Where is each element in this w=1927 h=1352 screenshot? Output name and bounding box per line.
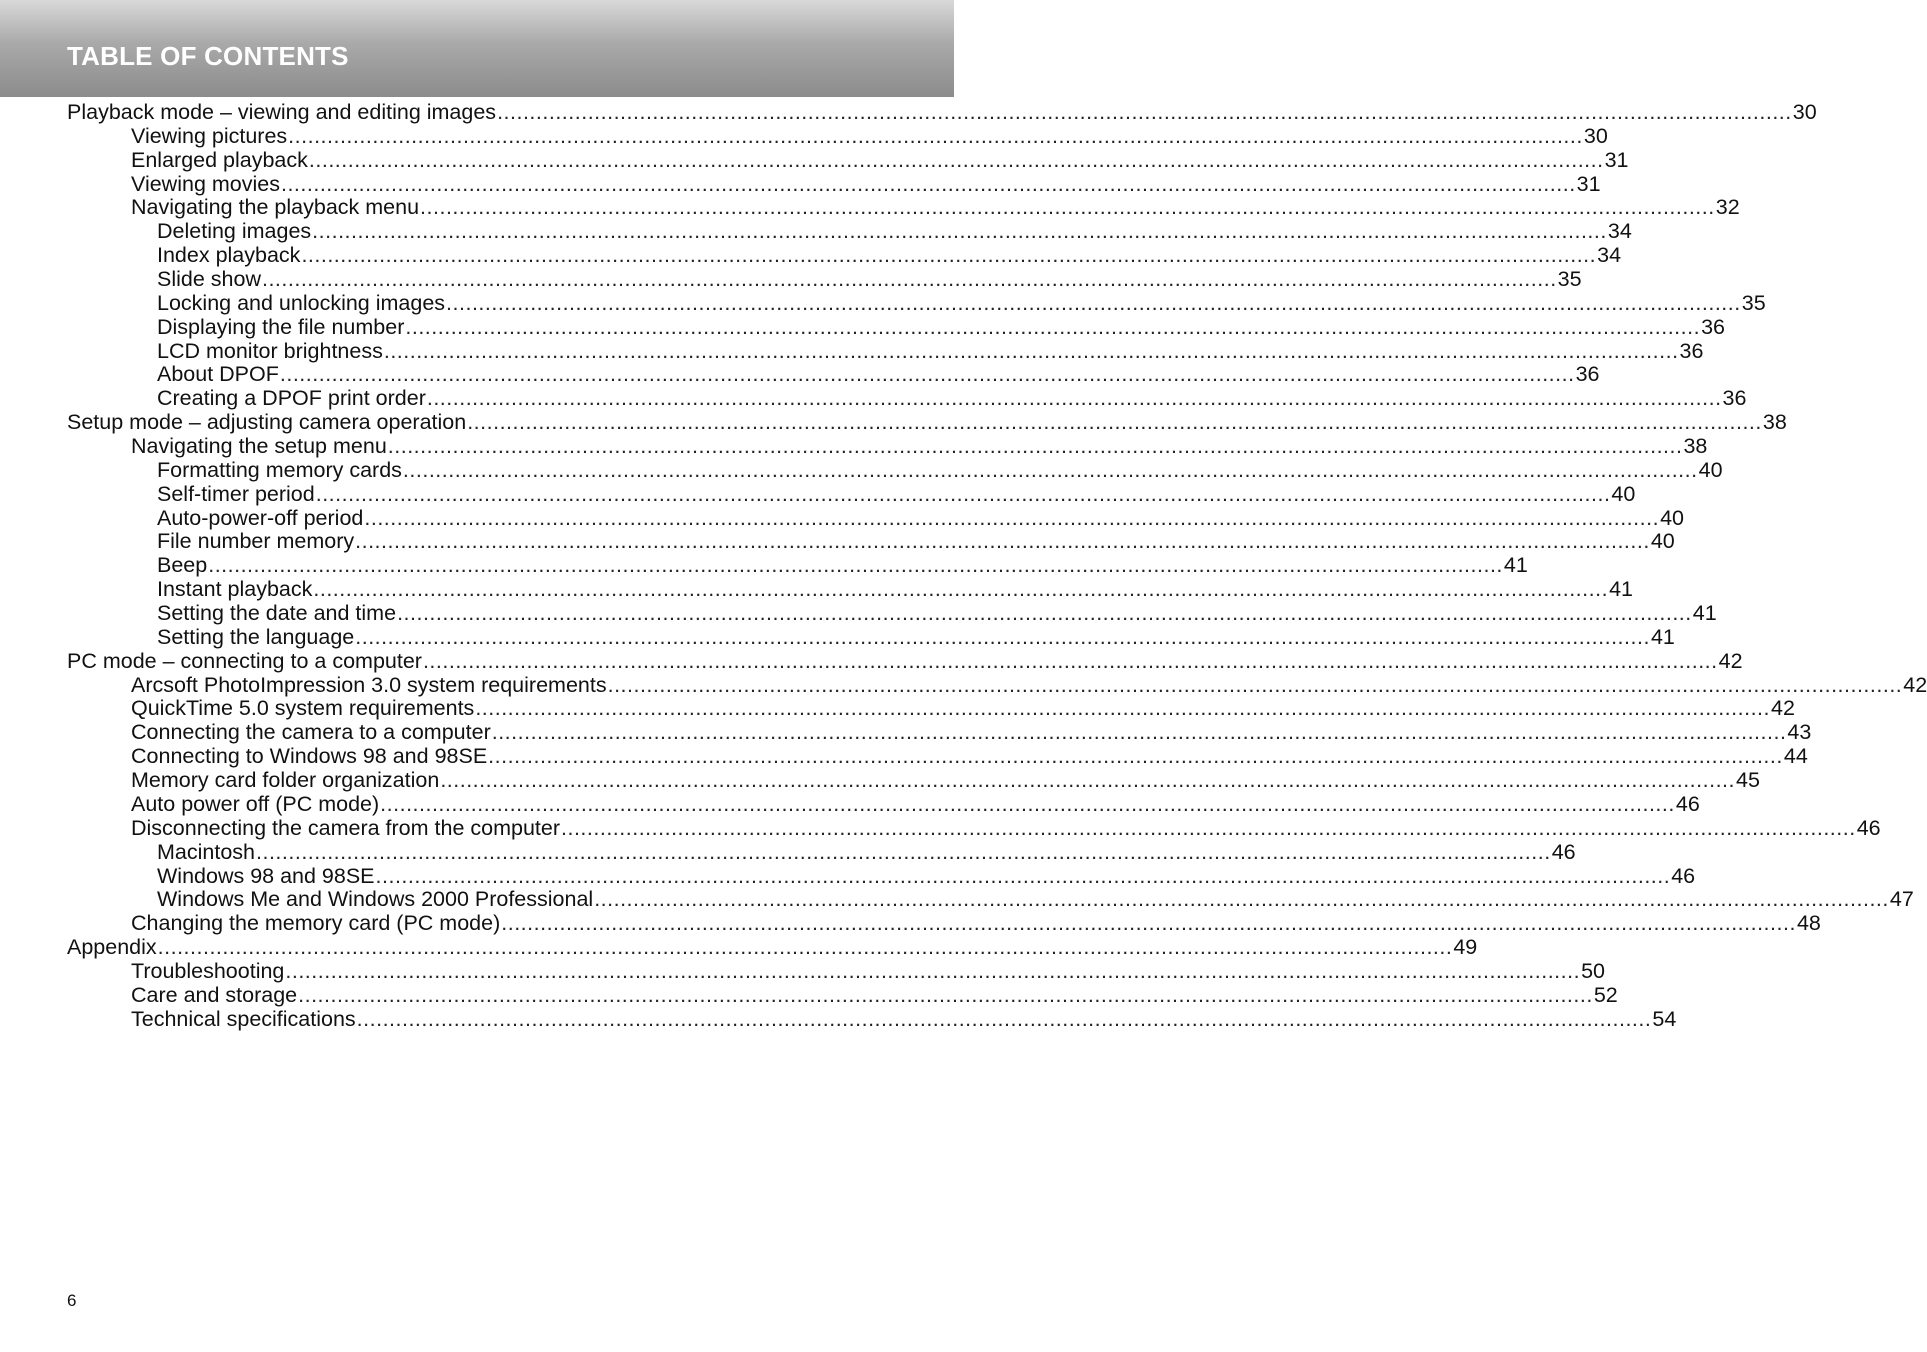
dot-leader: ........................................................................................................................................................................................................ <box>312 219 1607 244</box>
toc-entry[interactable] <box>67 577 1633 602</box>
toc-entry[interactable] <box>67 314 1725 340</box>
toc-entry-page: 54 <box>1652 1006 1677 1031</box>
dot-leader: ........................................................................................................................................................................................................ <box>288 123 1583 148</box>
dot-leader: ........................................................................................................................................................................................................ <box>405 314 1701 339</box>
toc-entry[interactable] <box>67 553 1528 578</box>
toc-entry-page: 42 <box>1903 672 1927 697</box>
toc-entry-title: Slide show <box>157 267 261 292</box>
toc-entry[interactable] <box>67 123 1608 149</box>
toc-entry-title: LCD monitor brightness <box>157 338 383 363</box>
toc-entry-page: 48 <box>1796 911 1821 936</box>
toc-entry-page: 36 <box>1575 362 1600 387</box>
toc-entry[interactable] <box>67 362 1600 387</box>
toc-entry-page: 50 <box>1581 958 1605 983</box>
toc-entry-page: 36 <box>1722 386 1747 411</box>
toc-entry[interactable] <box>67 529 1675 554</box>
dot-leader: ........................................................................................................................................................................................................ <box>422 648 1718 673</box>
dot-leader: ........................................................................................................................................................................................................ <box>280 171 1576 196</box>
toc-entry-page: 40 <box>1660 505 1684 530</box>
toc-entry[interactable] <box>67 1006 1677 1032</box>
page-number: 6 <box>67 1291 77 1310</box>
toc-entry[interactable] <box>67 505 1684 531</box>
dot-leader: ........................................................................................................................................................................................................ <box>607 672 1903 697</box>
toc-entry-page: 49 <box>1453 935 1478 960</box>
toc-entry[interactable] <box>67 481 1636 507</box>
toc-entry[interactable] <box>67 648 1743 674</box>
toc-entry[interactable] <box>67 768 1760 793</box>
dot-leader: ........................................................................................................................................................................................................ <box>402 457 1698 482</box>
toc-entry-title: About DPOF <box>157 362 279 387</box>
dot-leader: ........................................................................................................................................................................................................ <box>383 338 1679 363</box>
toc-entry-page: 34 <box>1597 243 1622 268</box>
toc-entry-title: Self-timer period <box>157 481 315 506</box>
toc-entry[interactable] <box>67 243 1622 268</box>
toc-entry-title: Auto power off (PC mode) <box>131 791 380 816</box>
toc-entry-title: Index playback <box>157 243 301 268</box>
toc-entry-page: 35 <box>1557 267 1582 292</box>
toc-entry[interactable] <box>67 290 1766 316</box>
toc-entry-title: Viewing movies <box>131 171 280 196</box>
toc-entry[interactable] <box>67 219 1632 244</box>
toc-entry-page: 45 <box>1736 768 1760 793</box>
toc-entry-title: Deleting images <box>157 219 312 244</box>
toc-entry-title: Setting the date and time <box>157 601 397 626</box>
toc-entry-title: Setup mode – adjusting camera operation <box>67 410 467 435</box>
dot-leader: ........................................................................................................................................................................................................ <box>355 529 1650 554</box>
toc-entry-page: 30 <box>1583 123 1608 148</box>
toc-entry[interactable] <box>67 457 1723 483</box>
toc-entry[interactable] <box>67 338 1704 364</box>
toc-entry[interactable] <box>67 982 1618 1008</box>
toc-entry-page: 41 <box>1692 601 1717 626</box>
toc-entry[interactable] <box>67 863 1696 889</box>
toc-entry-title: Windows Me and Windows 2000 Professional <box>157 887 594 912</box>
dot-leader: ........................................................................................................................................................................................................ <box>298 982 1593 1007</box>
toc-entry[interactable] <box>67 911 1821 936</box>
toc-entry-page: 46 <box>1551 839 1576 864</box>
toc-entry-title: Navigating the setup menu <box>131 434 387 459</box>
dot-leader: ........................................................................................................................................................................................................ <box>157 935 1453 960</box>
toc-entry-page: 31 <box>1604 147 1629 172</box>
dot-leader: ........................................................................................................................................................................................................ <box>364 505 1660 530</box>
toc-entry-title: Changing the memory card (PC mode) <box>131 911 501 936</box>
toc-entry-page: 44 <box>1783 744 1808 769</box>
toc-entry-title: File number memory <box>157 529 355 554</box>
toc-entry-title: QuickTime 5.0 system requirements <box>131 696 475 721</box>
dot-leader: ........................................................................................................................................................................................................ <box>488 744 1783 769</box>
toc-entry-page: 40 <box>1611 481 1636 506</box>
toc-entry-title: Windows 98 and 98SE <box>157 863 375 888</box>
header-band <box>0 0 954 97</box>
toc-entry[interactable] <box>67 744 1808 769</box>
dot-leader: ........................................................................................................................................................................................................ <box>497 100 1792 124</box>
dot-leader: ........................................................................................................................................................................................................ <box>475 696 1770 721</box>
toc-entry[interactable] <box>67 887 1914 912</box>
toc-entry[interactable] <box>67 171 1601 197</box>
toc-entry[interactable] <box>67 195 1740 220</box>
table-of-contents <box>67 100 1927 1032</box>
toc-entry-title: Memory card folder organization <box>131 768 440 793</box>
toc-entry[interactable] <box>67 267 1582 292</box>
toc-entry-page: 36 <box>1701 314 1725 339</box>
toc-entry-page: 36 <box>1679 338 1704 363</box>
toc-entry-title: Formatting memory cards <box>157 457 402 482</box>
toc-entry[interactable] <box>67 624 1675 650</box>
dot-leader: ........................................................................................................................................................................................................ <box>356 1006 1652 1031</box>
toc-entry[interactable] <box>67 720 1812 745</box>
toc-entry-title: PC mode – connecting to a computer <box>67 648 422 673</box>
toc-entry-title: Beep <box>157 553 208 578</box>
dot-leader: ........................................................................................................................................................................................................ <box>256 839 1551 864</box>
toc-entry-page: 42 <box>1718 648 1743 673</box>
dot-leader: ........................................................................................................................................................................................................ <box>355 624 1650 649</box>
toc-entry-title: Care and storage <box>131 982 298 1007</box>
toc-entry-title: Connecting the camera to a computer <box>131 720 491 745</box>
toc-entry-page: 35 <box>1741 290 1766 315</box>
toc-entry-page: 46 <box>1671 863 1696 888</box>
page-title: TABLE OF CONTENTS <box>67 41 349 71</box>
toc-entry-page: 31 <box>1576 171 1601 196</box>
toc-entry-page: 40 <box>1650 529 1675 554</box>
dot-leader: ........................................................................................................................................................................................................ <box>308 147 1604 172</box>
toc-entry-title: Disconnecting the camera from the computer <box>131 815 561 840</box>
toc-entry[interactable] <box>67 100 1817 125</box>
toc-entry-page: 32 <box>1715 195 1740 220</box>
dot-leader: ........................................................................................................................................................................................................ <box>420 195 1715 220</box>
toc-entry-title: Troubleshooting <box>131 958 285 983</box>
toc-entry-page: 42 <box>1771 696 1795 721</box>
dot-leader: ........................................................................................................................................................................................................ <box>301 243 1597 268</box>
dot-leader: ........................................................................................................................................................................................................ <box>440 768 1735 793</box>
dot-leader: ........................................................................................................................................................................................................ <box>313 577 1609 602</box>
toc-entry[interactable] <box>67 815 1881 841</box>
dot-leader: ........................................................................................................................................................................................................ <box>426 386 1722 411</box>
dot-leader: ........................................................................................................................................................................................................ <box>594 887 1889 912</box>
toc-entry[interactable] <box>67 386 1747 411</box>
toc-entry-title: Arcsoft PhotoImpression 3.0 system requirements <box>131 672 607 697</box>
toc-entry-page: 38 <box>1683 434 1708 459</box>
dot-leader: ........................................................................................................................................................................................................ <box>467 410 1762 435</box>
toc-entry[interactable] <box>67 410 1787 435</box>
toc-entry-title: Creating a DPOF print order <box>157 386 426 411</box>
toc-entry-title: Macintosh <box>157 839 255 864</box>
toc-entry-page: 41 <box>1609 577 1633 602</box>
toc-entry-page: 41 <box>1650 624 1675 649</box>
toc-entry-title: Enlarged playback <box>131 147 308 172</box>
toc-entry-title: Playback mode – viewing and editing images <box>67 100 497 124</box>
toc-entry-page: 46 <box>1675 791 1700 816</box>
toc-entry[interactable] <box>67 958 1605 984</box>
toc-entry[interactable] <box>67 672 1927 698</box>
dot-leader: ........................................................................................................................................................................................................ <box>261 267 1557 292</box>
dot-leader: ........................................................................................................................................................................................................ <box>285 958 1581 983</box>
dot-leader: ........................................................................................................................................................................................................ <box>380 791 1675 816</box>
toc-entry-title: Auto-power-off period <box>157 505 364 530</box>
toc-entry-page: 38 <box>1762 410 1787 435</box>
dot-leader: ........................................................................................................................................................................................................ <box>315 481 1611 506</box>
toc-entry-page: 52 <box>1593 982 1618 1007</box>
toc-entry[interactable] <box>67 935 1478 960</box>
dot-leader: ........................................................................................................................................................................................................ <box>397 601 1692 626</box>
toc-entry[interactable] <box>67 839 1576 865</box>
toc-entry-page: 41 <box>1503 553 1528 578</box>
toc-entry-title: Navigating the playback menu <box>131 195 420 220</box>
toc-entry-page: 30 <box>1792 100 1817 124</box>
toc-entry-title: Displaying the file number <box>157 314 405 339</box>
dot-leader: ........................................................................................................................................................................................................ <box>561 815 1856 840</box>
toc-entry-title: Connecting to Windows 98 and 98SE <box>131 744 488 769</box>
toc-entry-page: 34 <box>1607 219 1632 244</box>
toc-entry-title: Viewing pictures <box>131 123 288 148</box>
dot-leader: ........................................................................................................................................................................................................ <box>387 434 1683 459</box>
toc-entry-title: Instant playback <box>157 577 313 602</box>
dot-leader: ........................................................................................................................................................................................................ <box>501 911 1796 936</box>
dot-leader: ........................................................................................................................................................................................................ <box>446 290 1741 315</box>
toc-entry-page: 43 <box>1787 720 1812 745</box>
dot-leader: ........................................................................................................................................................................................................ <box>491 720 1787 745</box>
toc-entry-title: Appendix <box>67 935 157 960</box>
toc-entry[interactable] <box>67 696 1795 721</box>
dot-leader: ........................................................................................................................................................................................................ <box>208 553 1503 578</box>
toc-entry-page: 47 <box>1889 887 1914 912</box>
dot-leader: ........................................................................................................................................................................................................ <box>375 863 1671 888</box>
dot-leader: ........................................................................................................................................................................................................ <box>279 362 1575 387</box>
toc-entry[interactable] <box>67 791 1700 817</box>
toc-entry-title: Locking and unlocking images <box>157 290 446 315</box>
toc-entry-page: 40 <box>1698 457 1723 482</box>
toc-entry-page: 46 <box>1856 815 1881 840</box>
toc-entry-title: Technical specifications <box>131 1006 356 1031</box>
toc-entry[interactable] <box>67 601 1717 626</box>
toc-entry-title: Setting the language <box>157 624 355 649</box>
toc-entry[interactable] <box>67 147 1629 173</box>
toc-entry[interactable] <box>67 434 1708 459</box>
